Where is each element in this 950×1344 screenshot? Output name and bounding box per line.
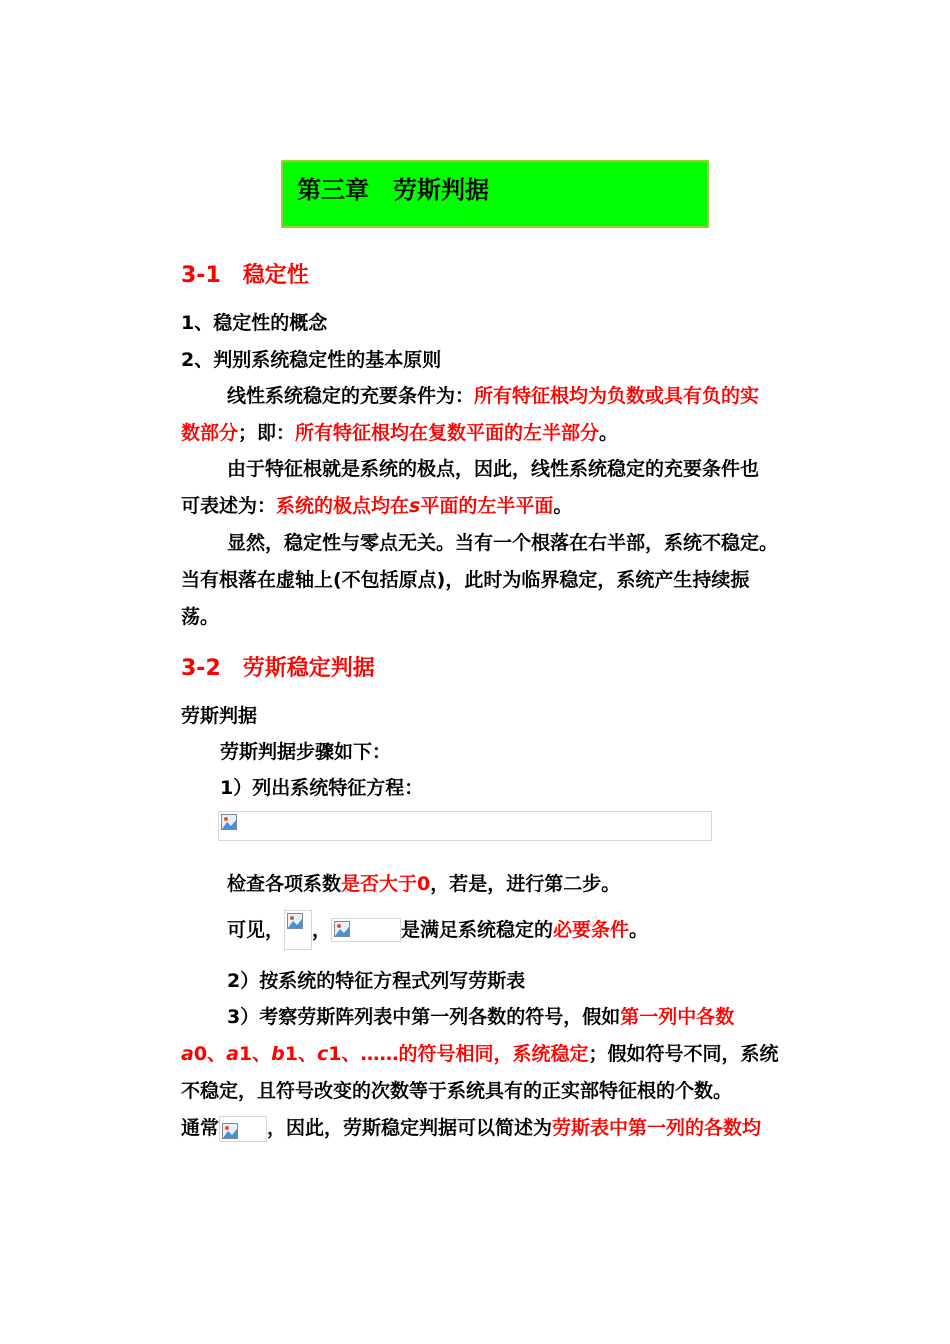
section-heading-3-1: 3-1 稳定性 <box>181 263 309 288</box>
text: 是满足系统稳定的 <box>401 919 554 941</box>
highlight: 第一列中各数 <box>620 1006 735 1028</box>
symbol-a: a <box>226 1043 239 1065</box>
condition-image-1 <box>284 910 312 950</box>
section-heading-3-2: 3-2 劳斯稳定判据 <box>181 656 375 681</box>
text: 可表述为： <box>181 495 277 517</box>
symbol-a: a <box>181 1043 194 1065</box>
routh-step-3-line-3: 不稳定，且符号改变的次数等于系统具有的正实部特征根的个数。 <box>181 1080 733 1102</box>
highlight: 所有特征根均为负数或具有负的实 <box>474 385 760 407</box>
text: ；假如符号不同，系统 <box>588 1043 779 1065</box>
text: ；即： <box>238 422 296 444</box>
item-stability-principle: 2、判别系统稳定性的基本原则 <box>181 349 442 371</box>
chapter-title-box <box>281 160 709 228</box>
routh-step-3-line-1 <box>227 999 734 1036</box>
highlight-italic: s <box>409 495 421 517</box>
routh-step-1: 1）列出系统特征方程： <box>220 777 424 799</box>
highlight: 劳斯表中第一列的各数均 <box>552 1117 762 1139</box>
condition-image-3 <box>219 1116 267 1142</box>
routh-subheading: 劳斯判据 <box>181 705 258 727</box>
highlight: 数部分 <box>181 422 239 444</box>
paragraph-3-line-2: 当有根落在虚轴上(不包括原点)，此时为临界稳定，系统产生持续振 <box>181 569 750 591</box>
text: 线性系统稳定的充要条件为： <box>227 385 475 407</box>
broken-image-icon <box>222 1123 238 1139</box>
text: 可见， <box>227 919 285 941</box>
routh-step-3-line-2 <box>181 1036 778 1073</box>
highlight: 所有特征根均在复数平面的左半部分 <box>295 422 600 444</box>
routh-summary-line <box>181 1110 761 1147</box>
text: 通常 <box>181 1117 220 1139</box>
broken-image-icon <box>221 814 237 830</box>
highlight: 是否大于0 <box>341 873 431 895</box>
text: 1、 <box>284 1043 317 1065</box>
highlight: 必要条件 <box>553 919 630 941</box>
routh-steps-intro: 劳斯判据步骤如下： <box>220 741 392 763</box>
routh-step-2: 2）按系统的特征方程式列写劳斯表 <box>227 970 526 992</box>
text: 3）考察劳斯阵列表中第一列各数的符号，假如 <box>227 1006 621 1028</box>
text: 1、 <box>238 1043 272 1065</box>
necessary-condition-line <box>227 910 648 950</box>
paragraph-3-line-3: 荡。 <box>181 606 220 628</box>
text: ，因此，劳斯稳定判据可以简述为 <box>267 1117 553 1139</box>
paragraph-3-line-1: 显然，稳定性与零点无关。当有一个根落在右半部，系统不稳定。 <box>227 532 779 554</box>
text: 检查各项系数 <box>227 873 342 895</box>
broken-image-icon <box>334 921 350 937</box>
paragraph-2-line-2 <box>181 488 572 525</box>
text: 。 <box>553 495 573 517</box>
text: ， <box>312 919 332 941</box>
text: 1、……的符号相同，系统稳定 <box>328 1043 589 1065</box>
symbol-b: b <box>271 1043 285 1065</box>
text: 0、 <box>193 1043 227 1065</box>
characteristic-equation-image <box>218 811 712 841</box>
paragraph-1-line-2 <box>181 415 618 452</box>
highlight: 系统的极点均在 <box>276 495 410 517</box>
highlight: 平面的左半平面 <box>420 495 554 517</box>
text: 。 <box>599 422 619 444</box>
broken-image-icon <box>287 913 303 929</box>
chapter-title: 第三章 劳斯判据 <box>297 176 489 204</box>
symbol-c: c <box>316 1043 329 1065</box>
paragraph-1-line-1 <box>227 378 759 415</box>
item-stability-concept: 1、稳定性的概念 <box>181 312 328 334</box>
text: 。 <box>629 919 649 941</box>
text: ，若是，进行第二步。 <box>430 873 621 895</box>
paragraph-2-line-1: 由于特征根就是系统的极点，因此，线性系统稳定的充要条件也 <box>227 458 760 480</box>
condition-image-2 <box>331 918 401 942</box>
check-coefficients <box>227 866 620 903</box>
